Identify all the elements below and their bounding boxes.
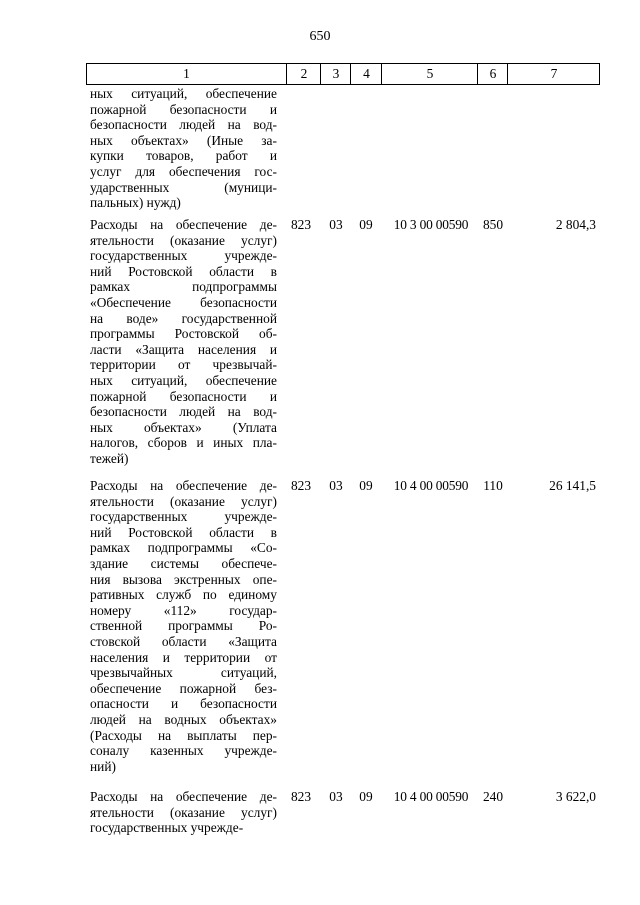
page-number: 650 <box>309 29 331 44</box>
description-line: государственных учрежде- <box>90 509 277 525</box>
description-line: на воде» государственной <box>90 310 277 326</box>
description-line: чрезвычайных ситуаций, <box>90 665 277 681</box>
description-line: Расходы на обеспечение де- <box>90 789 277 804</box>
description-line: населения и территории от <box>90 649 277 665</box>
cell-code2: 823 <box>290 789 312 804</box>
description-line: государственных учрежде- <box>90 248 277 264</box>
cell-code6: 110 <box>483 478 503 493</box>
cell-code5: 10 4 00 00590 <box>393 789 469 804</box>
description-line: программы Ростовской об- <box>90 326 277 342</box>
header-col-1: 1 <box>183 66 190 81</box>
cell-code2: 823 <box>290 478 312 493</box>
header-col-6: 6 <box>477 64 508 84</box>
cell-amount: 26 141,5 <box>549 478 596 493</box>
cell-code4: 09 <box>359 217 373 232</box>
description-line: «Обеспечение безопасности <box>90 294 277 310</box>
description-line: ных объектах» (Иные за- <box>90 132 277 148</box>
description-line: ятельности (оказание услуг) <box>90 804 277 820</box>
description-line: тежей) <box>90 450 129 466</box>
cell-amount: 3 622,0 <box>555 789 596 804</box>
description-line: безопасности людей на вод- <box>90 117 277 133</box>
description-line: купки товаров, работ и <box>90 148 277 164</box>
description-line: ственной программы Ро- <box>90 618 277 634</box>
description-line: пожарной безопасности и <box>90 388 277 404</box>
description-line: (Расходы на выплаты пер- <box>90 727 277 743</box>
description-line: ния вызова экстренных опе- <box>90 571 277 587</box>
description-line: Расходы на обеспечение де- <box>90 478 277 493</box>
description-line: ятельности (оказание услуг) <box>90 232 277 248</box>
header-col-3: 3 <box>320 64 351 84</box>
description-line: налогов, сборов и иных пла- <box>90 435 277 451</box>
header-col-5: 5 <box>381 64 478 84</box>
description-line: здание системы обеспече- <box>90 555 277 571</box>
table-header <box>86 63 600 85</box>
description-line: Расходы на обеспечение де- <box>90 217 277 232</box>
row-description <box>90 478 277 774</box>
header-col-2: 2 <box>286 64 321 84</box>
description-line: услуг для обеспечения гос- <box>90 163 277 179</box>
description-line: ративных служб по единому <box>90 587 277 603</box>
description-line: рамках подпрограммы «Со- <box>90 540 277 556</box>
description-line: опасности и безопасности <box>90 696 277 712</box>
description-line: ных ситуаций, обеспечение <box>90 372 277 388</box>
cell-code4: 09 <box>359 478 373 493</box>
description-line: ласти «Защита населения и <box>90 341 277 357</box>
cell-code3: 03 <box>329 217 343 232</box>
description-line: соналу казенных учрежде- <box>90 743 277 759</box>
row-description <box>90 217 277 467</box>
cell-amount: 2 804,3 <box>555 217 596 232</box>
row-description <box>90 789 277 836</box>
description-line: ний Ростовской области в <box>90 524 277 540</box>
description-line: ятельности (оказание услуг) <box>90 493 277 509</box>
cell-code2: 823 <box>290 217 312 232</box>
cell-code3: 03 <box>329 478 343 493</box>
cell-code5: 10 3 00 00590 <box>393 217 469 232</box>
header-col-4: 4 <box>350 64 382 84</box>
row-description <box>90 86 277 211</box>
description-line: рамках подпрограммы <box>90 279 277 295</box>
description-line: ных объектах» (Уплата <box>90 419 277 435</box>
description-line: ний) <box>90 758 116 774</box>
description-line: пожарной безопасности и <box>90 101 277 117</box>
description-line: государственных учрежде- <box>90 820 244 836</box>
cell-code3: 03 <box>329 789 343 804</box>
description-line: ных ситуаций, обеспечение <box>90 86 277 101</box>
description-line: обеспечение пожарной без- <box>90 680 277 696</box>
description-line: стовской области «Защита <box>90 633 277 649</box>
description-line: безопасности людей на вод- <box>90 404 277 420</box>
description-line: людей на водных объектах» <box>90 711 277 727</box>
description-line: пальных) нужд) <box>90 195 181 211</box>
description-line: номеру «112» государ- <box>90 602 277 618</box>
description-line: ний Ростовской области в <box>90 263 277 279</box>
cell-code6: 850 <box>482 217 504 232</box>
cell-code4: 09 <box>359 789 373 804</box>
description-line: ударственных (муници- <box>90 179 277 195</box>
header-col-7: 7 <box>507 64 600 84</box>
cell-code5: 10 4 00 00590 <box>393 478 469 493</box>
description-line: территории от чрезвычай- <box>90 357 277 373</box>
cell-code6: 240 <box>482 789 504 804</box>
